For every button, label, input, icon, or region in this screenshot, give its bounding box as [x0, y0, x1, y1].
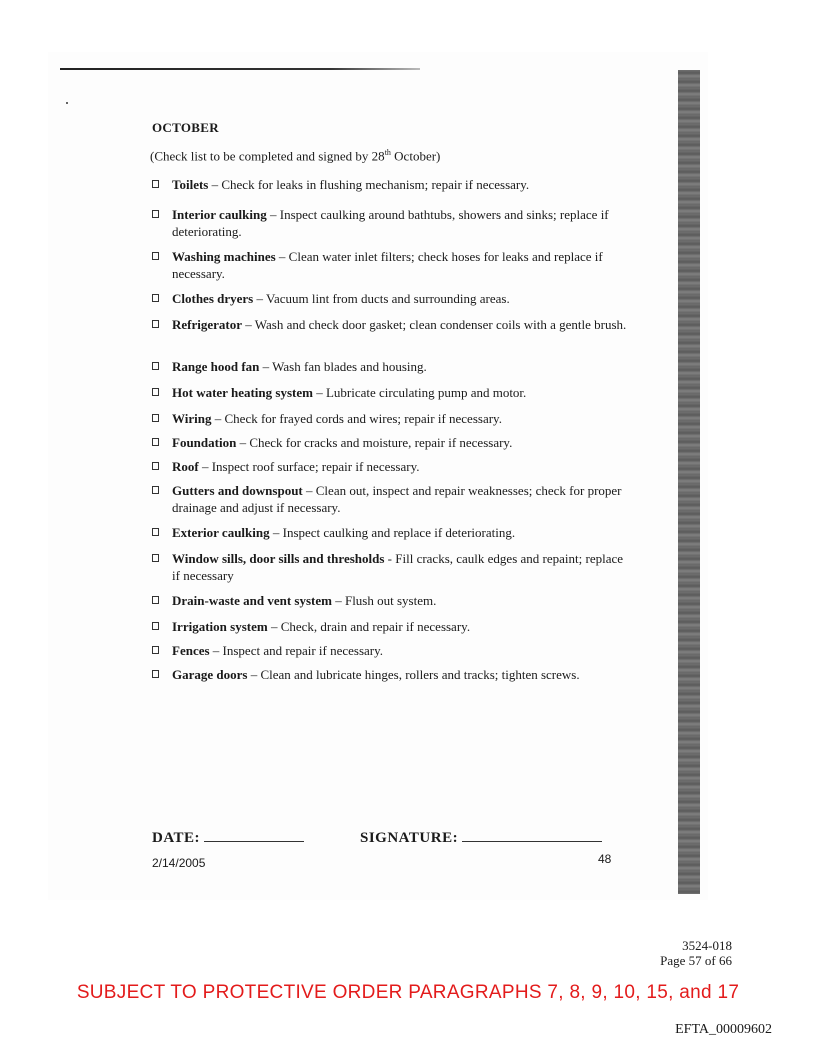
checkbox-icon[interactable] [152, 646, 159, 654]
checkbox-icon[interactable] [152, 362, 159, 370]
item-text [172, 642, 632, 659]
item-description: - Fill cracks, caulk edges and repaint; replace if necessary [172, 551, 624, 583]
item-name: Window sills, door sills and thresholds [172, 551, 385, 566]
item-text [172, 524, 632, 541]
item-text [172, 410, 632, 427]
signature-field [360, 830, 602, 847]
scan-speck [66, 102, 68, 104]
signature-line [462, 841, 602, 842]
checkbox-icon[interactable] [152, 180, 159, 188]
item-description: – Flush out system. [331, 593, 437, 608]
checkbox-icon[interactable] [152, 252, 159, 260]
item-name: Range hood fan [172, 359, 260, 374]
item-text [172, 666, 632, 683]
item-description: – Inspect roof surface; repair if necessary. [198, 459, 420, 474]
bates-number: EFTA_00009602 [675, 1022, 772, 1037]
date-field [152, 830, 304, 847]
item-text [172, 384, 632, 401]
item-name: Exterior caulking [172, 525, 270, 540]
item-text [172, 248, 632, 282]
checkbox-icon[interactable] [152, 294, 159, 302]
item-name: Gutters and downspout [172, 483, 303, 498]
signature-label: SIGNATURE: [360, 830, 459, 846]
item-description: – Clean water inlet filters; check hoses for leaks and replace if necessary. [172, 249, 603, 281]
item-name: Toilets [172, 177, 209, 192]
checkbox-icon[interactable] [152, 438, 159, 446]
checklist-instructions [150, 148, 440, 164]
item-text [172, 206, 632, 240]
case-number: 3524-018 [682, 938, 732, 953]
intro-text-end: October) [390, 148, 441, 164]
date-line [204, 841, 304, 842]
page-of: Page 57 of 66 [660, 953, 732, 968]
item-name: Wiring [172, 411, 212, 426]
checkbox-icon[interactable] [152, 554, 159, 562]
item-text [172, 482, 632, 516]
item-description: – Check for frayed cords and wires; repair if necessary. [211, 411, 502, 426]
item-text [172, 434, 632, 451]
checkbox-icon[interactable] [152, 414, 159, 422]
top-rule [60, 68, 420, 70]
item-name: Fences [172, 643, 210, 658]
item-description: – Check, drain and repair if necessary. [267, 619, 471, 634]
page-number: 48 [598, 852, 612, 866]
intro-text: (Check list to be completed and signed by 28 [150, 148, 385, 164]
item-text [172, 618, 632, 635]
checkbox-icon[interactable] [152, 210, 159, 218]
item-name: Washing machines [172, 249, 276, 264]
item-text [172, 550, 632, 584]
scan-edge-strip [678, 70, 700, 894]
item-text [172, 316, 632, 333]
checkbox-icon[interactable] [152, 320, 159, 328]
item-description: – Inspect caulking and replace if deteriorating. [269, 525, 516, 540]
item-description: – Clean out, inspect and repair weaknesses; check for proper drainage and adjust if necessary. [172, 483, 622, 515]
item-description: – Wash fan blades and housing. [259, 359, 427, 374]
item-description: – Inspect caulking around bathtubs, showers and sinks; replace if deteriorating. [172, 207, 609, 239]
date-label: DATE: [152, 830, 201, 846]
item-description: – Vacuum lint from ducts and surrounding areas. [253, 291, 510, 306]
document-date: 2/14/2005 [152, 856, 206, 870]
item-description: – Clean and lubricate hinges, rollers and tracks; tighten screws. [247, 667, 580, 682]
item-name: Foundation [172, 435, 237, 450]
item-name: Garage doors [172, 667, 248, 682]
item-description: – Check for cracks and moisture, repair if necessary. [236, 435, 513, 450]
item-name: Drain-waste and vent system [172, 593, 332, 608]
item-description: – Lubricate circulating pump and motor. [312, 385, 527, 400]
item-name: Irrigation system [172, 619, 268, 634]
item-text [172, 176, 632, 193]
checkbox-icon[interactable] [152, 462, 159, 470]
item-text [172, 290, 632, 307]
checkbox-icon[interactable] [152, 486, 159, 494]
item-description: – Inspect and repair if necessary. [209, 643, 384, 658]
item-description: – Check for leaks in flushing mechanism; repair if necessary. [208, 177, 530, 192]
checkbox-icon[interactable] [152, 622, 159, 630]
item-name: Interior caulking [172, 207, 267, 222]
item-text [172, 358, 632, 375]
month-heading: OCTOBER [152, 120, 219, 135]
intro-superscript: th [384, 148, 391, 157]
checkbox-icon[interactable] [152, 388, 159, 396]
checkbox-icon[interactable] [152, 670, 159, 678]
protective-order-notice: SUBJECT TO PROTECTIVE ORDER PARAGRAPHS 7, 8, 9, 10, 15, and 17 [76, 982, 740, 1003]
item-text [172, 592, 632, 609]
item-name: Hot water heating system [172, 385, 313, 400]
checkbox-icon[interactable] [152, 596, 159, 604]
item-name: Refrigerator [172, 317, 243, 332]
item-text [172, 458, 632, 475]
case-reference [660, 938, 732, 968]
item-description: – Wash and check door gasket; clean condenser coils with a gentle brush. [242, 317, 627, 332]
checkbox-icon[interactable] [152, 528, 159, 536]
item-name: Clothes dryers [172, 291, 254, 306]
item-name: Roof [172, 459, 199, 474]
